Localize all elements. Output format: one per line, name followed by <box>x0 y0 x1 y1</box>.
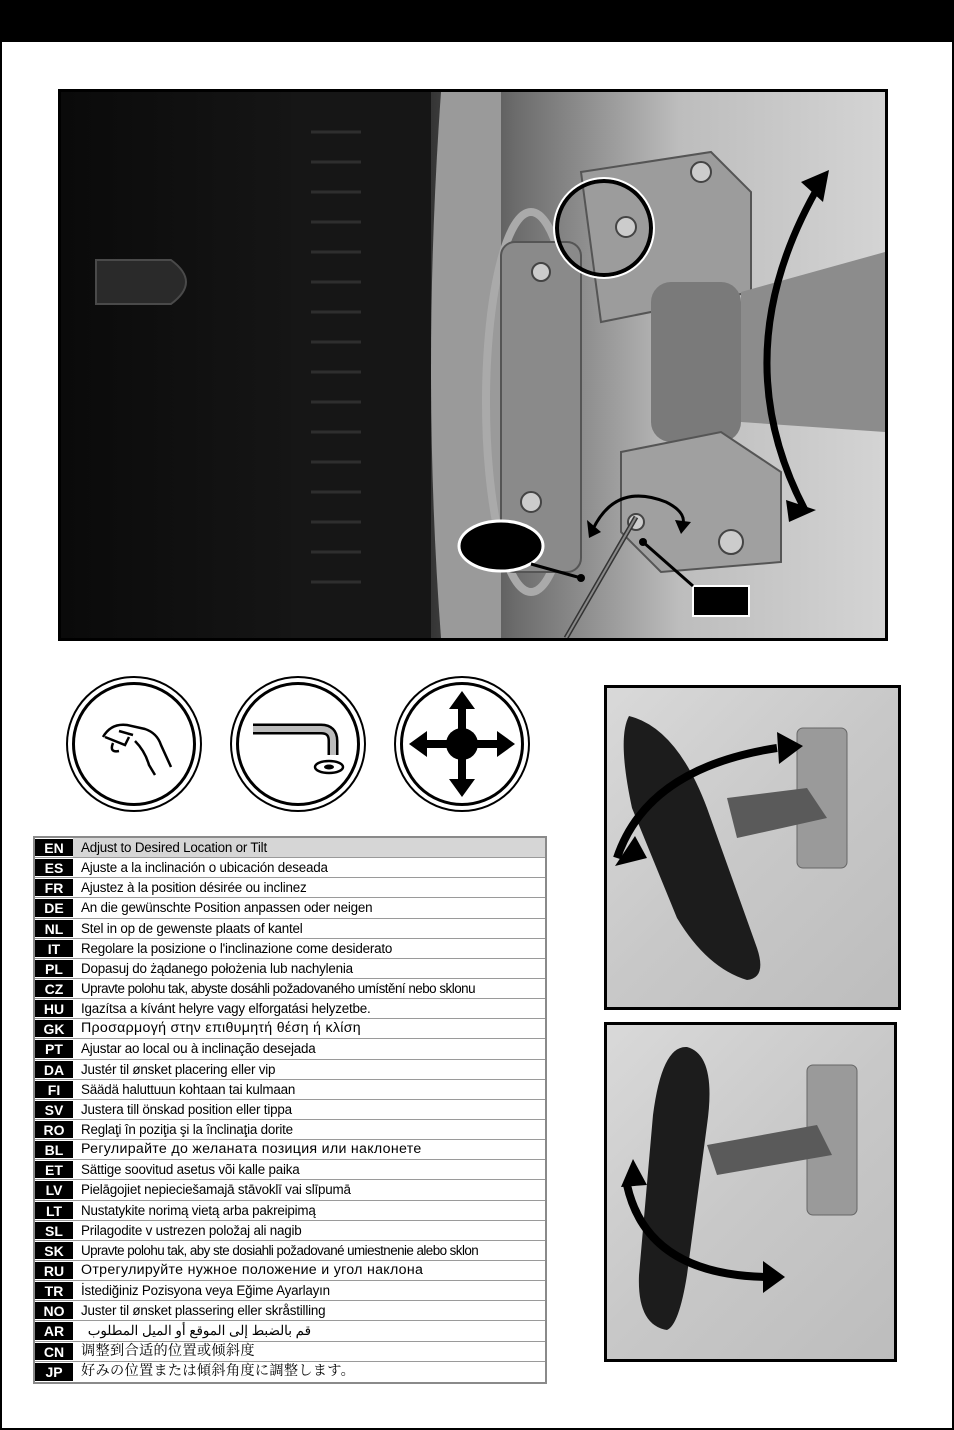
tilt-up-photo <box>604 685 901 1010</box>
lang-row-tr <box>35 1281 545 1301</box>
lang-row-pl <box>35 959 545 979</box>
hand-adjust-icon <box>72 682 196 806</box>
lang-code: PL <box>35 960 73 977</box>
lang-text: Ajustez à la position désirée ou inclinez <box>81 880 307 896</box>
lang-code: SV <box>35 1101 73 1118</box>
lang-text: 调整到合适的位置或倾斜度 <box>81 1342 255 1359</box>
lang-text: Justera till önskad position eller tippa <box>81 1101 292 1117</box>
lang-row-sv <box>35 1100 545 1120</box>
lang-code: JP <box>35 1363 73 1381</box>
lang-text: Juster til ønsket plassering eller skråstilling <box>81 1303 326 1319</box>
lang-text: İstediğiniz Pozisyona veya Eğime Ayarlayın <box>81 1283 330 1299</box>
lang-row-de <box>35 898 545 918</box>
lang-row-ar <box>35 1321 545 1341</box>
lang-row-ru <box>35 1261 545 1281</box>
hex-key-icon <box>236 682 360 806</box>
lang-code: RO <box>35 1121 73 1138</box>
lang-row-cn <box>35 1342 545 1362</box>
lang-text: Reglaţi în poziţia şi la înclinaţia dorite <box>81 1121 293 1137</box>
lang-code: BL <box>35 1141 73 1158</box>
lang-row-it <box>35 939 545 959</box>
lang-text: Upravte polohu tak, abyste dosáhli požadovaného umístění nebo sklonu <box>81 980 476 996</box>
lang-row-en <box>35 838 545 858</box>
lang-text: Upravte polohu tak, aby ste dosiahli požadované umiestnenie alebo sklon <box>81 1242 479 1258</box>
lang-row-ro <box>35 1120 545 1140</box>
lang-text: Ajustar ao local ou à inclinação desejada <box>81 1041 316 1057</box>
lang-text: Sättige soovitud asetus või kalle paika <box>81 1162 300 1178</box>
lang-code: HU <box>35 1000 73 1017</box>
lang-code: FR <box>35 879 73 896</box>
lang-text: Regolare la posizione o l'inclinazione come desiderato <box>81 940 393 956</box>
lang-text: Nustatykite norimą vietą arba pakreipimą <box>81 1202 316 1218</box>
move-arrows-icon <box>400 682 524 806</box>
lang-text: Ajuste a la inclinación o ubicación deseada <box>81 860 328 876</box>
lang-row-lv <box>35 1180 545 1200</box>
lang-row-et <box>35 1160 545 1180</box>
lang-row-hu <box>35 999 545 1019</box>
lang-code: IT <box>35 940 73 957</box>
lang-row-gk <box>35 1019 545 1039</box>
lang-code: CZ <box>35 980 73 997</box>
lang-text: Säädä haluttuun kohtaan tai kulmaan <box>81 1081 296 1097</box>
lang-code: GK <box>35 1020 73 1037</box>
tv-back-vents <box>291 92 431 638</box>
lang-code: NO <box>35 1302 73 1319</box>
lang-code: RU <box>35 1262 73 1279</box>
lang-code: SK <box>35 1242 73 1259</box>
lang-row-bl <box>35 1140 545 1160</box>
lang-row-da <box>35 1060 545 1080</box>
lang-text: Justér til ønsket placering eller vip <box>81 1061 276 1077</box>
lang-row-lt <box>35 1201 545 1221</box>
lang-row-pt <box>35 1039 545 1059</box>
lang-code: DA <box>35 1061 73 1078</box>
lang-code: PT <box>35 1040 73 1057</box>
lang-row-jp <box>35 1362 545 1382</box>
lang-code: NL <box>35 920 73 937</box>
lang-code: EN <box>35 839 73 856</box>
lang-text: قم بالضبط إلى الموقع أو الميل المطلوب <box>87 1323 311 1339</box>
lang-text: Adjust to Desired Location or Tilt <box>73 838 545 857</box>
lang-text: Stel in op de gewenste plaats of kantel <box>81 920 303 936</box>
lang-row-sl <box>35 1221 545 1241</box>
lang-row-nl <box>35 919 545 939</box>
lang-code: SL <box>35 1222 73 1239</box>
lang-code: DE <box>35 899 73 916</box>
lang-row-es <box>35 858 545 878</box>
tilt-down-photo <box>604 1022 897 1362</box>
lang-text: Pielāgojiet nepieciešamajā stāvoklī vai slīpumā <box>81 1182 351 1198</box>
lang-code: LV <box>35 1181 73 1198</box>
lang-code: ET <box>35 1161 73 1178</box>
lang-code: AR <box>35 1322 73 1339</box>
lang-text: Регулирайте до желаната позиция или наклонете <box>81 1141 422 1158</box>
lang-code: TR <box>35 1282 73 1299</box>
main-mount-photo <box>58 89 888 641</box>
lang-row-no <box>35 1301 545 1321</box>
lang-code: FI <box>35 1081 73 1098</box>
lang-text: Dopasuj do żądanego położenia lub nachylenia <box>81 960 353 976</box>
lang-text: 好みの位置または傾斜角度に調整します。 <box>81 1362 356 1379</box>
lang-code: CN <box>35 1343 73 1360</box>
lang-row-fr <box>35 878 545 898</box>
lang-code: LT <box>35 1202 73 1219</box>
lang-text: Igazítsa a kívánt helyre vagy elforgatási helyzetbe. <box>81 1001 371 1017</box>
lang-text: An die gewünschte Position anpassen oder neigen <box>81 900 373 916</box>
lang-row-sk <box>35 1241 545 1261</box>
lang-row-cz <box>35 979 545 999</box>
lang-text: Προσαρμογή στην επιθυμητή θέση ή κλίση <box>81 1020 361 1037</box>
lang-text: Prilagodite v ustrezen položaj ali nagib <box>81 1222 302 1238</box>
language-instructions-table <box>33 836 547 1384</box>
lang-row-fi <box>35 1080 545 1100</box>
lang-text: Отрегулируйте нужное положение и угол наклона <box>81 1261 424 1278</box>
lang-code: ES <box>35 859 73 876</box>
